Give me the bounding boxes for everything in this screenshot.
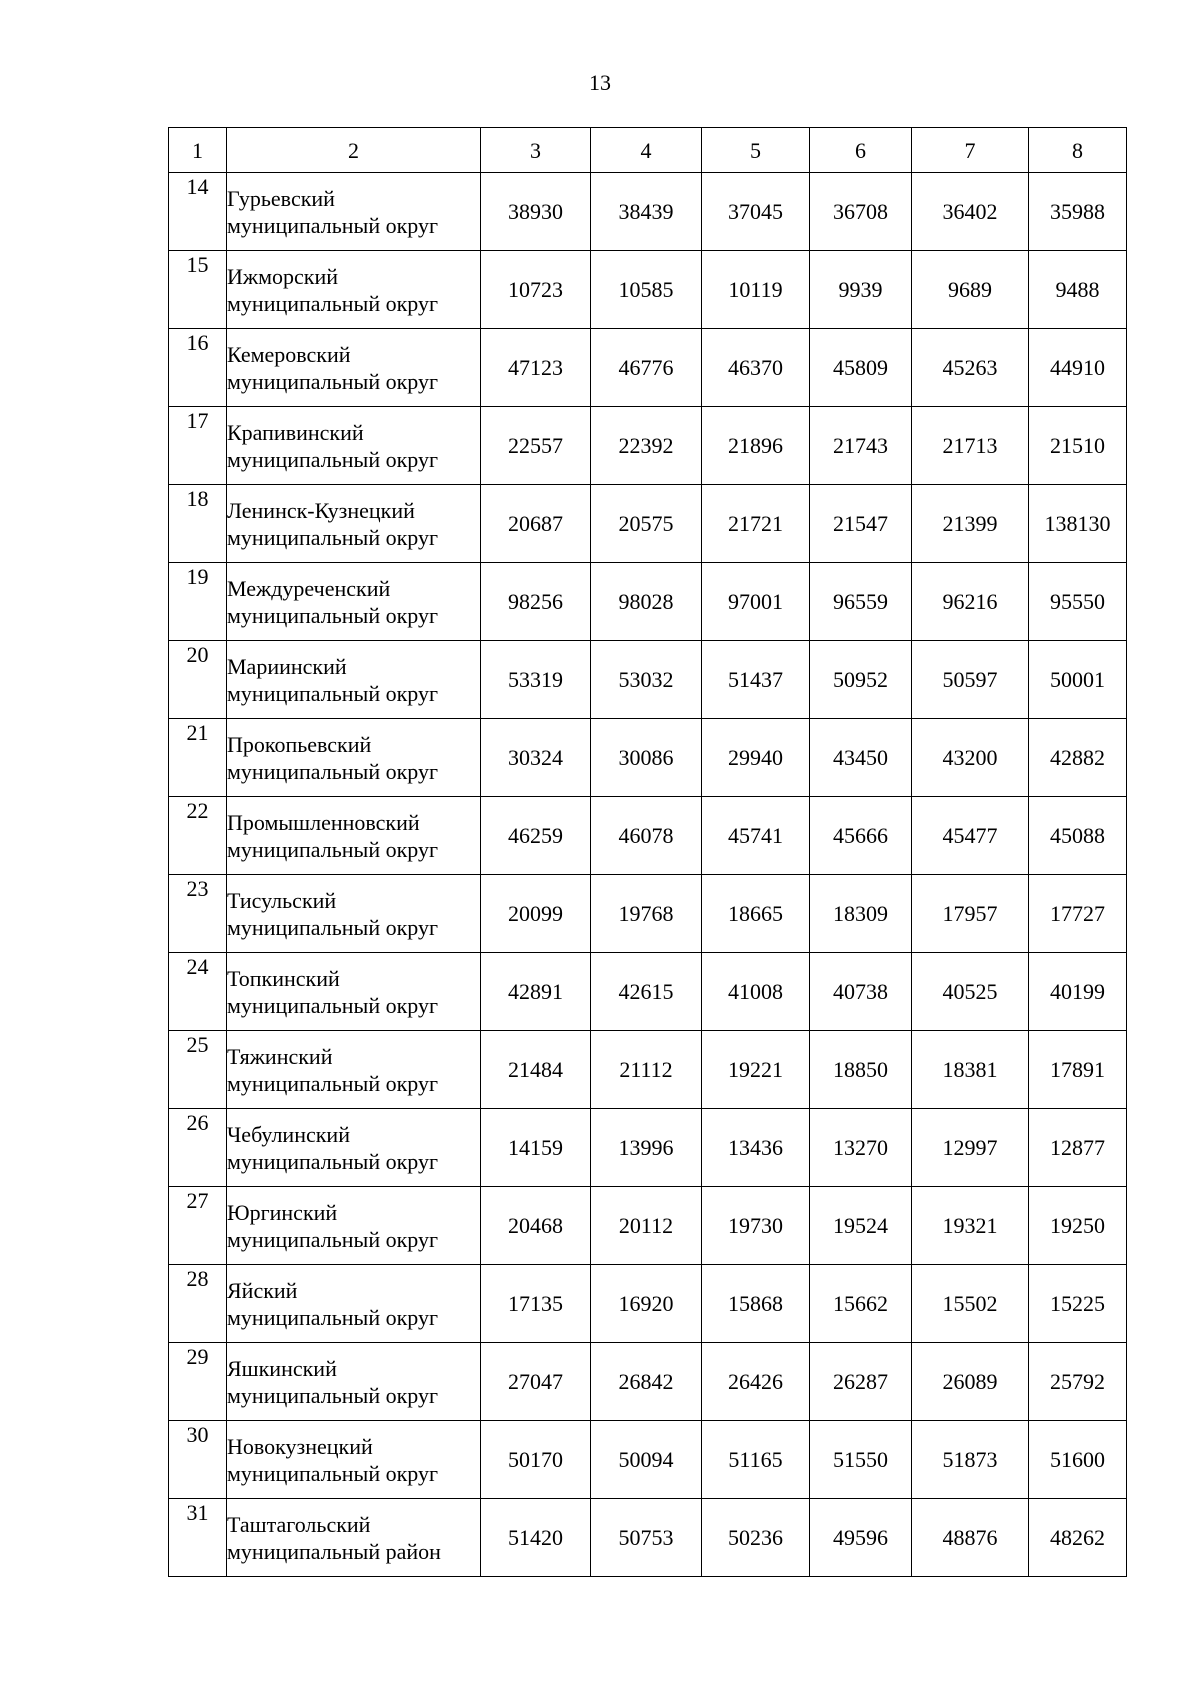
value-cell: 43200 [912,719,1029,797]
value-cell: 20468 [481,1187,591,1265]
district-name-line: муниципальный округ [227,1226,439,1252]
value-cell: 44910 [1029,329,1127,407]
value-cell: 42891 [481,953,591,1031]
district-name [227,1109,481,1187]
table-row [169,1343,1127,1421]
value-cell: 51437 [702,641,810,719]
row-number: 17 [169,407,227,485]
column-header: 2 [227,128,481,173]
column-header: 3 [481,128,591,173]
district-name-line: Яшкинский [227,1355,337,1381]
table-row [169,797,1127,875]
district-name [227,1031,481,1109]
value-cell: 47123 [481,329,591,407]
district-name-line: муниципальный округ [227,524,439,550]
value-cell: 20112 [591,1187,702,1265]
row-number: 29 [169,1343,227,1421]
value-cell: 30324 [481,719,591,797]
value-cell: 51165 [702,1421,810,1499]
district-name-line: муниципальный округ [227,680,439,706]
table-row [169,173,1127,251]
district-name [227,719,481,797]
table-row [169,329,1127,407]
district-name [227,173,481,251]
district-name [227,1499,481,1577]
value-cell: 13436 [702,1109,810,1187]
value-cell: 96216 [912,563,1029,641]
table-row [169,407,1127,485]
value-cell: 27047 [481,1343,591,1421]
column-header: 6 [810,128,912,173]
value-cell: 138130 [1029,485,1127,563]
value-cell: 50236 [702,1499,810,1577]
value-cell: 50952 [810,641,912,719]
value-cell: 46776 [591,329,702,407]
value-cell: 16920 [591,1265,702,1343]
column-header: 7 [912,128,1029,173]
value-cell: 97001 [702,563,810,641]
district-name-line: муниципальный округ [227,1304,439,1330]
value-cell: 40525 [912,953,1029,1031]
value-cell: 41008 [702,953,810,1031]
district-name-line: Ленинск-Кузнецкий [227,497,415,523]
district-name-line: Междуреченский [227,575,391,601]
table-row [169,719,1127,797]
column-header: 5 [702,128,810,173]
table-row [169,1187,1127,1265]
value-cell: 19321 [912,1187,1029,1265]
table-row [169,485,1127,563]
value-cell: 53032 [591,641,702,719]
value-cell: 17957 [912,875,1029,953]
district-name-line: Ижморский [227,263,339,289]
value-cell: 21510 [1029,407,1127,485]
value-cell: 53319 [481,641,591,719]
value-cell: 14159 [481,1109,591,1187]
value-cell: 45809 [810,329,912,407]
district-name-line: муниципальный округ [227,368,439,394]
district-name-line: муниципальный округ [227,1070,439,1096]
district-name-line: муниципальный округ [227,836,439,862]
value-cell: 13270 [810,1109,912,1187]
value-cell: 19221 [702,1031,810,1109]
value-cell: 26426 [702,1343,810,1421]
row-number: 27 [169,1187,227,1265]
value-cell: 40199 [1029,953,1127,1031]
value-cell: 35988 [1029,173,1127,251]
district-name [227,875,481,953]
value-cell: 51420 [481,1499,591,1577]
district-name-line: Мариинский [227,653,347,679]
district-name-line: Тяжинский [227,1043,333,1069]
row-number: 24 [169,953,227,1031]
value-cell: 13996 [591,1109,702,1187]
district-name [227,563,481,641]
value-cell: 45088 [1029,797,1127,875]
value-cell: 43450 [810,719,912,797]
district-name-line: муниципальный округ [227,446,439,472]
row-number: 20 [169,641,227,719]
row-number: 19 [169,563,227,641]
district-name-line: муниципальный округ [227,992,439,1018]
row-number: 16 [169,329,227,407]
value-cell: 37045 [702,173,810,251]
district-name-line: муниципальный округ [227,290,439,316]
value-cell: 17727 [1029,875,1127,953]
table-row [169,1265,1127,1343]
value-cell: 20099 [481,875,591,953]
district-name-line: муниципальный район [227,1538,441,1564]
value-cell: 48876 [912,1499,1029,1577]
value-cell: 51873 [912,1421,1029,1499]
row-number: 31 [169,1499,227,1577]
value-cell: 50001 [1029,641,1127,719]
value-cell: 42615 [591,953,702,1031]
district-name-line: Чебулинский [227,1121,350,1147]
value-cell: 20575 [591,485,702,563]
value-cell: 98256 [481,563,591,641]
value-cell: 26089 [912,1343,1029,1421]
district-name-line: муниципальный округ [227,758,439,784]
value-cell: 46259 [481,797,591,875]
district-name-line: Таштагольский [227,1511,371,1537]
table-row [169,875,1127,953]
value-cell: 18309 [810,875,912,953]
value-cell: 15868 [702,1265,810,1343]
value-cell: 26842 [591,1343,702,1421]
district-name [227,1187,481,1265]
data-table [168,127,1127,1577]
value-cell: 30086 [591,719,702,797]
value-cell: 19768 [591,875,702,953]
value-cell: 98028 [591,563,702,641]
value-cell: 21399 [912,485,1029,563]
table-row [169,1109,1127,1187]
table-body [169,173,1127,1577]
value-cell: 50597 [912,641,1029,719]
district-name-line: Тисульский [227,887,337,913]
value-cell: 25792 [1029,1343,1127,1421]
row-number: 26 [169,1109,227,1187]
table-row [169,1499,1127,1577]
value-cell: 45666 [810,797,912,875]
value-cell: 20687 [481,485,591,563]
district-name-line: Яйский [227,1277,298,1303]
table-row [169,1031,1127,1109]
value-cell: 45263 [912,329,1029,407]
district-name-line: муниципальный округ [227,212,439,238]
district-name-line: Юргинский [227,1199,338,1225]
value-cell: 45741 [702,797,810,875]
district-name [227,641,481,719]
value-cell: 12997 [912,1109,1029,1187]
value-cell: 15502 [912,1265,1029,1343]
value-cell: 40738 [810,953,912,1031]
row-number: 21 [169,719,227,797]
value-cell: 29940 [702,719,810,797]
value-cell: 96559 [810,563,912,641]
district-name [227,1343,481,1421]
district-name-line: Крапивинский [227,419,364,445]
column-header: 1 [169,128,227,173]
table-header-row [169,128,1127,173]
value-cell: 45477 [912,797,1029,875]
row-number: 18 [169,485,227,563]
value-cell: 15662 [810,1265,912,1343]
district-name-line: Прокопьевский [227,731,372,757]
district-name [227,485,481,563]
district-name-line: муниципальный округ [227,1460,439,1486]
value-cell: 51600 [1029,1421,1127,1499]
table-row [169,953,1127,1031]
value-cell: 15225 [1029,1265,1127,1343]
value-cell: 18850 [810,1031,912,1109]
district-name-line: Новокузнецкий [227,1433,373,1459]
district-name-line: Кемеровский [227,341,351,367]
row-number: 25 [169,1031,227,1109]
value-cell: 17135 [481,1265,591,1343]
value-cell: 17891 [1029,1031,1127,1109]
district-name-line: муниципальный округ [227,914,439,940]
value-cell: 21112 [591,1031,702,1109]
value-cell: 48262 [1029,1499,1127,1577]
table-row [169,251,1127,329]
value-cell: 36708 [810,173,912,251]
value-cell: 50753 [591,1499,702,1577]
column-header: 8 [1029,128,1127,173]
district-name-line: Гурьевский [227,185,335,211]
district-name [227,797,481,875]
value-cell: 38439 [591,173,702,251]
district-name-line: Топкинский [227,965,340,991]
value-cell: 21721 [702,485,810,563]
value-cell: 12877 [1029,1109,1127,1187]
value-cell: 36402 [912,173,1029,251]
value-cell: 49596 [810,1499,912,1577]
value-cell: 19730 [702,1187,810,1265]
district-name [227,1421,481,1499]
row-number: 15 [169,251,227,329]
table-row [169,563,1127,641]
district-name-line: Промышленновский [227,809,420,835]
value-cell: 21713 [912,407,1029,485]
page-number: 13 [589,70,611,95]
value-cell: 10119 [702,251,810,329]
value-cell: 9689 [912,251,1029,329]
value-cell: 21743 [810,407,912,485]
district-name [227,251,481,329]
value-cell: 18665 [702,875,810,953]
value-cell: 19524 [810,1187,912,1265]
value-cell: 18381 [912,1031,1029,1109]
row-number: 28 [169,1265,227,1343]
district-name [227,1265,481,1343]
value-cell: 10585 [591,251,702,329]
row-number: 23 [169,875,227,953]
district-name-line: муниципальный округ [227,1148,439,1174]
value-cell: 51550 [810,1421,912,1499]
value-cell: 46370 [702,329,810,407]
value-cell: 9939 [810,251,912,329]
value-cell: 50094 [591,1421,702,1499]
value-cell: 21484 [481,1031,591,1109]
value-cell: 42882 [1029,719,1127,797]
value-cell: 50170 [481,1421,591,1499]
value-cell: 95550 [1029,563,1127,641]
value-cell: 9488 [1029,251,1127,329]
value-cell: 38930 [481,173,591,251]
row-number: 22 [169,797,227,875]
value-cell: 22392 [591,407,702,485]
table-row [169,1421,1127,1499]
value-cell: 21547 [810,485,912,563]
row-number: 14 [169,173,227,251]
district-name-line: муниципальный округ [227,602,439,628]
district-name [227,953,481,1031]
district-name [227,407,481,485]
value-cell: 21896 [702,407,810,485]
value-cell: 26287 [810,1343,912,1421]
district-name-line: муниципальный округ [227,1382,439,1408]
value-cell: 19250 [1029,1187,1127,1265]
value-cell: 22557 [481,407,591,485]
district-name [227,329,481,407]
table-row [169,641,1127,719]
row-number: 30 [169,1421,227,1499]
value-cell: 10723 [481,251,591,329]
value-cell: 46078 [591,797,702,875]
column-header: 4 [591,128,702,173]
